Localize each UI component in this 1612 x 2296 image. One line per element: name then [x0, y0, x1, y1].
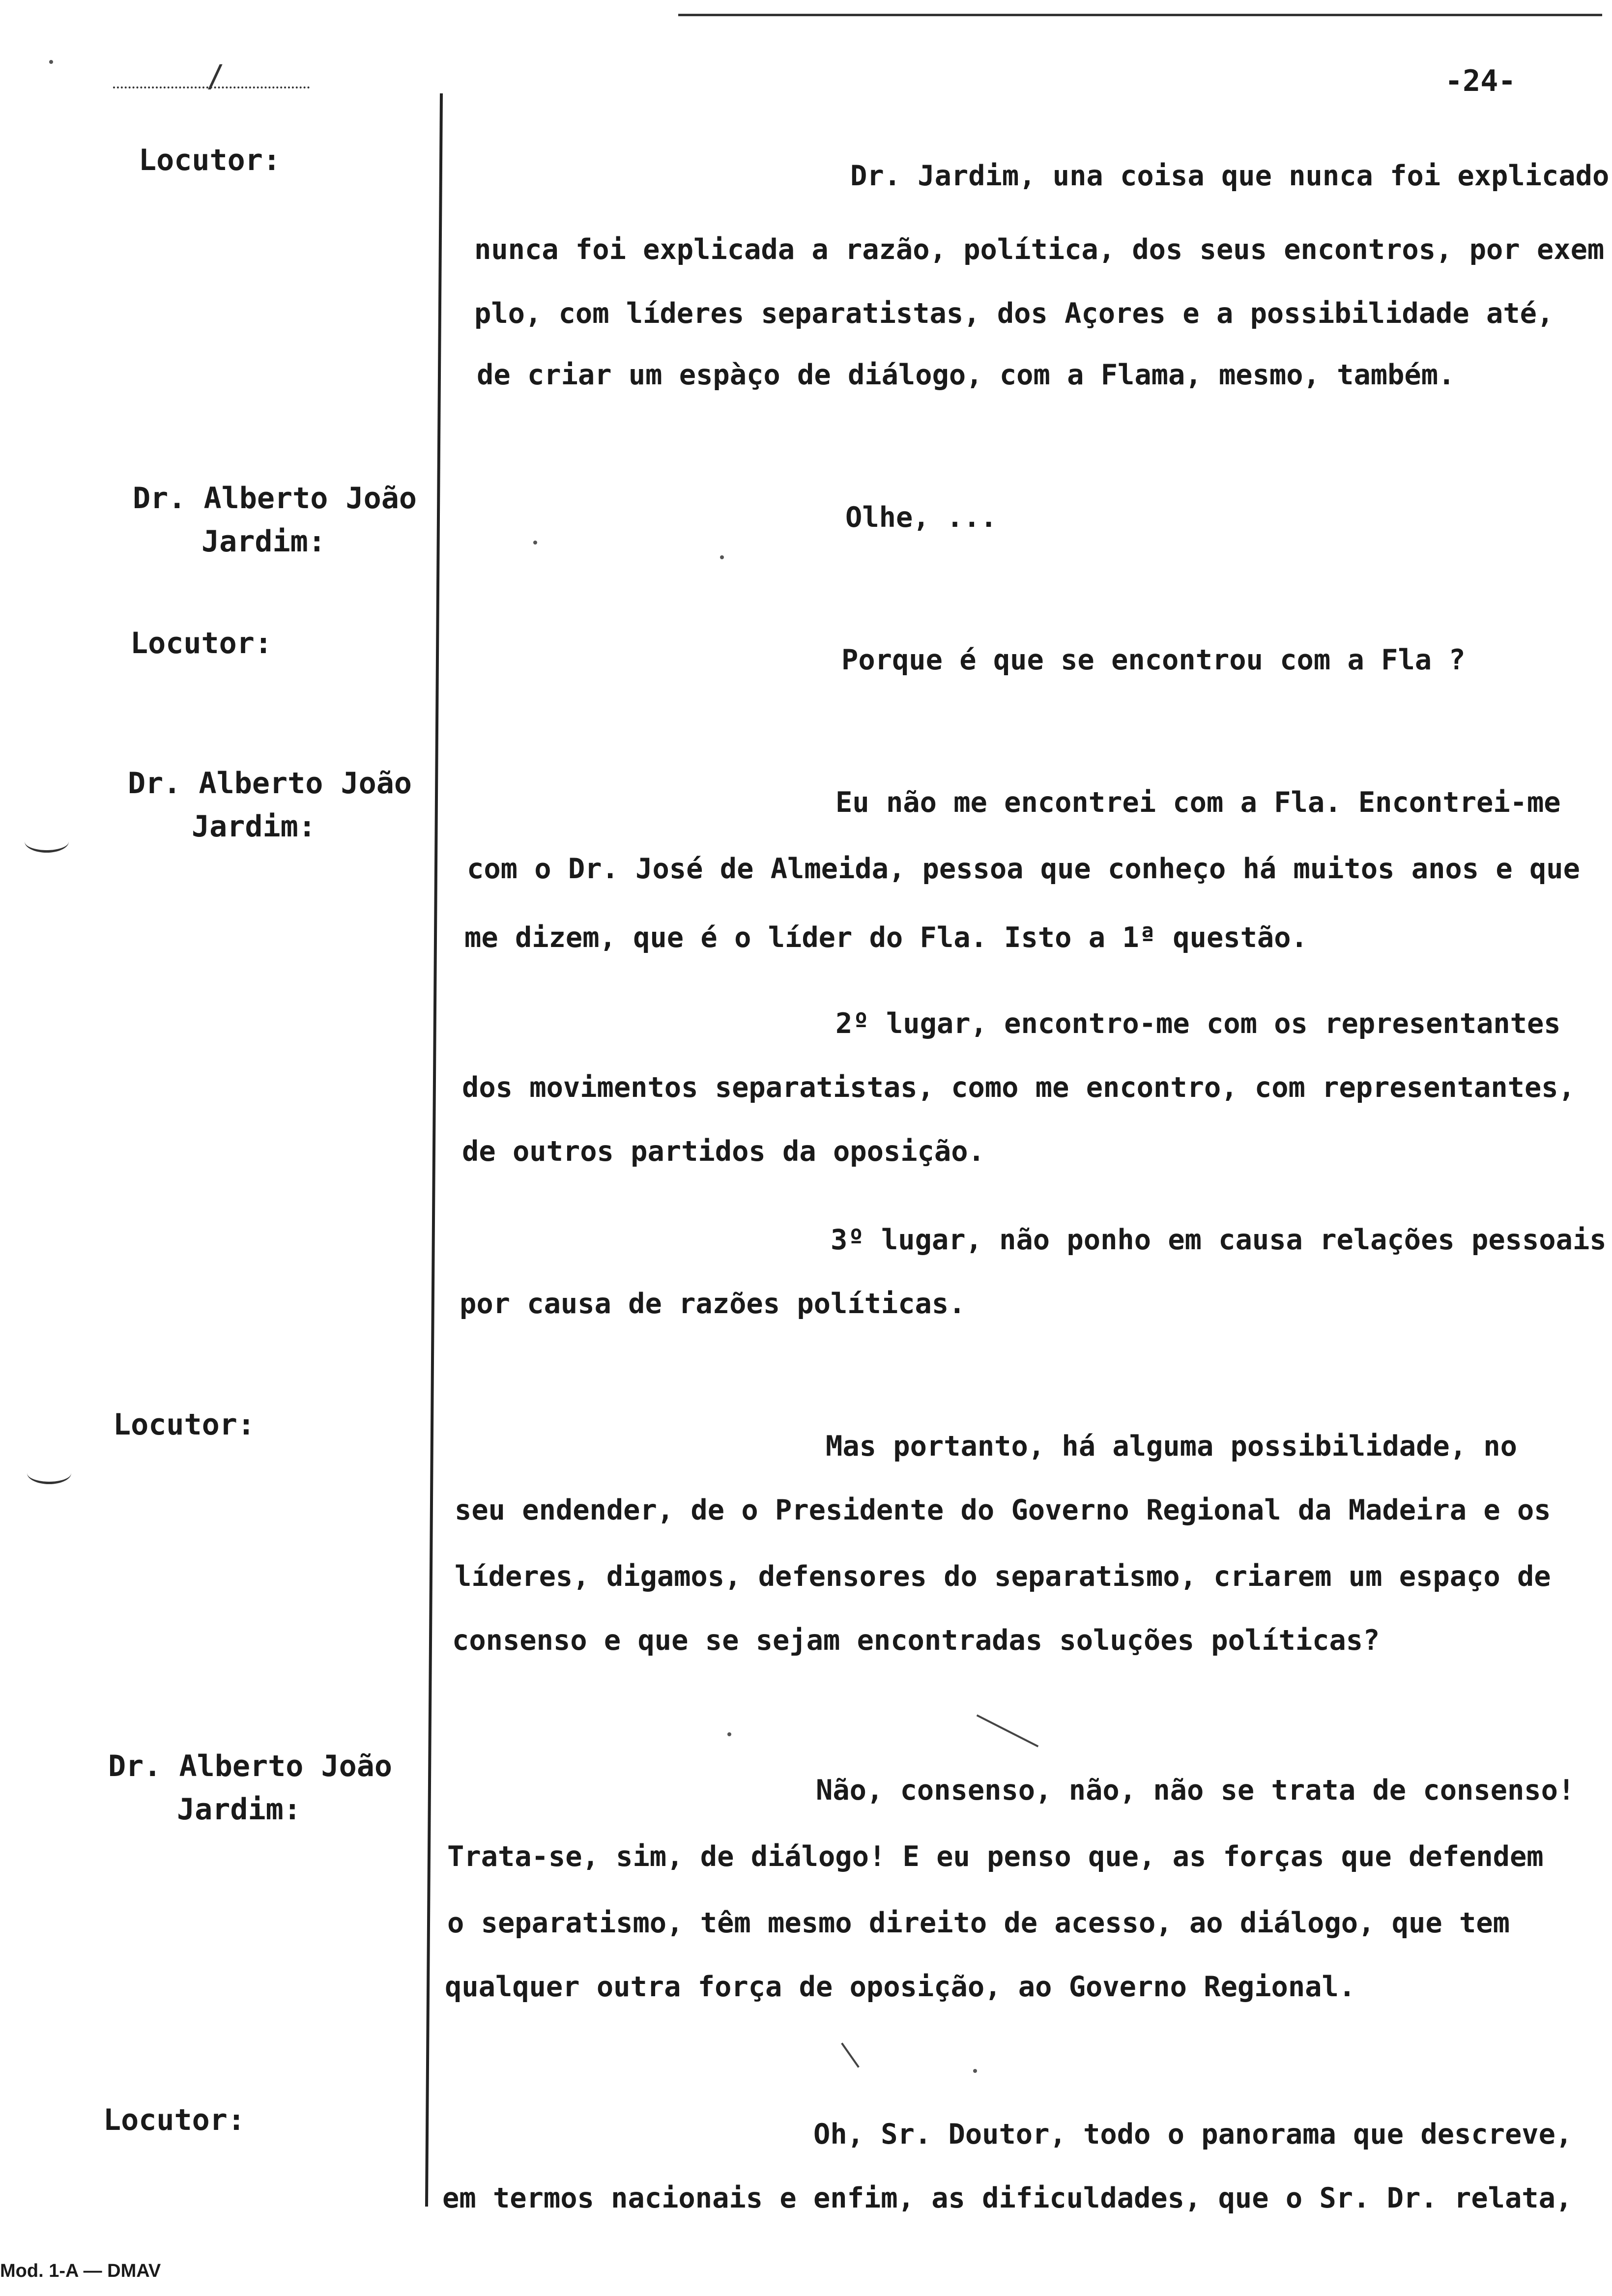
speaker-name: Dr. Alberto João	[108, 1749, 392, 1783]
transcript-line: plo, com líderes separatistas, dos Açores e a possibilidade até,	[474, 297, 1554, 330]
speaker-name: Locutor:	[139, 143, 281, 177]
transcript-line: 2º lugar, encontro-me com os representantes	[835, 1007, 1561, 1040]
speaker-name: Locutor:	[130, 626, 272, 660]
speaker-name: Dr. Alberto João	[128, 766, 412, 801]
margin-hook-mark	[25, 831, 69, 853]
margin-hook-mark	[27, 1462, 71, 1484]
transcript-line: líderes, digamos, defensores do separatismo, criarem um espaço de	[455, 1560, 1551, 1593]
speaker-name: Locutor:	[103, 2103, 245, 2137]
speaker-label	[128, 762, 412, 848]
speaker-label	[103, 2098, 245, 2142]
speaker-name: Locutor:	[113, 1407, 255, 1442]
scan-speck	[533, 541, 537, 545]
transcript-line: nunca foi explicada a razão, política, dos seus encontros, por exem	[474, 233, 1605, 266]
transcript-line: Mas portanto, há alguma possibilidade, no	[826, 1430, 1517, 1463]
speaker-label	[108, 1745, 392, 1831]
transcript-line: seu endender, de o Presidente do Governo Regional da Madeira e os	[455, 1494, 1551, 1526]
transcript-line: o separatismo, têm mesmo direito de acesso, ao diálogo, que tem	[447, 1907, 1510, 1939]
transcript-line: de outros partidos da oposição.	[462, 1135, 985, 1168]
transcript-line: em termos nacionais e enfim, as dificuldades, que o Sr. Dr. relata,	[442, 2182, 1573, 2214]
speaker-label	[130, 622, 272, 665]
transcript-line: de criar um espàço de diálogo, com a Flama, mesmo, também.	[477, 359, 1455, 391]
margin-divider-line	[425, 93, 443, 2207]
transcript-line: por causa de razões políticas.	[460, 1288, 966, 1320]
scan-speck	[727, 1732, 731, 1736]
speaker-label	[139, 139, 281, 182]
transcript-line: Eu não me encontrei com a Fla. Encontrei-me	[835, 786, 1561, 819]
transcript-line: Oh, Sr. Doutor, todo o panorama que descreve,	[813, 2118, 1573, 2151]
pen-stroke	[841, 2042, 860, 2067]
pen-stroke	[977, 1714, 1039, 1747]
transcript-line: com o Dr. José de Almeida, pessoa que conheço há muitos anos e que	[467, 853, 1580, 885]
top-rule	[678, 14, 1602, 16]
speaker-label	[113, 1403, 255, 1446]
form-footer-code: Mod. 1-A — DMAV	[0, 2261, 161, 2281]
speaker-name: Dr. Alberto João	[133, 481, 417, 516]
transcript-line: consenso e que se sejam encontradas soluções políticas?	[452, 1624, 1380, 1657]
transcript-line: Trata-se, sim, de diálogo! E eu penso que, as forças que defendem	[447, 1840, 1544, 1873]
speaker-name-cont: Jardim:	[192, 809, 316, 844]
transcript-line: me dizem, que é o líder do Fla. Isto a 1ª questão.	[464, 921, 1308, 954]
transcript-line: Porque é que se encontrou com a Fla ?	[841, 644, 1466, 676]
scan-speck	[720, 555, 724, 559]
transcript-line: dos movimentos separatistas, como me encontro, com representantes,	[462, 1071, 1575, 1104]
transcript-line: Olhe, ...	[845, 501, 997, 534]
speaker-name-cont: Jardim:	[202, 524, 326, 559]
scan-speck	[49, 60, 53, 64]
page-number: -24-	[1445, 64, 1516, 98]
transcript-line: Não, consenso, não, não se trata de consenso!	[816, 1774, 1575, 1807]
transcript-line: Dr. Jardim, una coisa que nunca foi explicado	[850, 160, 1610, 192]
transcript-line: qualquer outra força de oposição, ao Governo Regional.	[445, 1971, 1356, 2003]
transcript-line: 3º lugar, não ponho em causa relações pessoais	[831, 1224, 1607, 1256]
speaker-label	[133, 477, 417, 563]
scan-speck	[973, 2069, 977, 2073]
header-stub-mark: /	[206, 58, 225, 94]
speaker-name-cont: Jardim:	[177, 1792, 301, 1827]
